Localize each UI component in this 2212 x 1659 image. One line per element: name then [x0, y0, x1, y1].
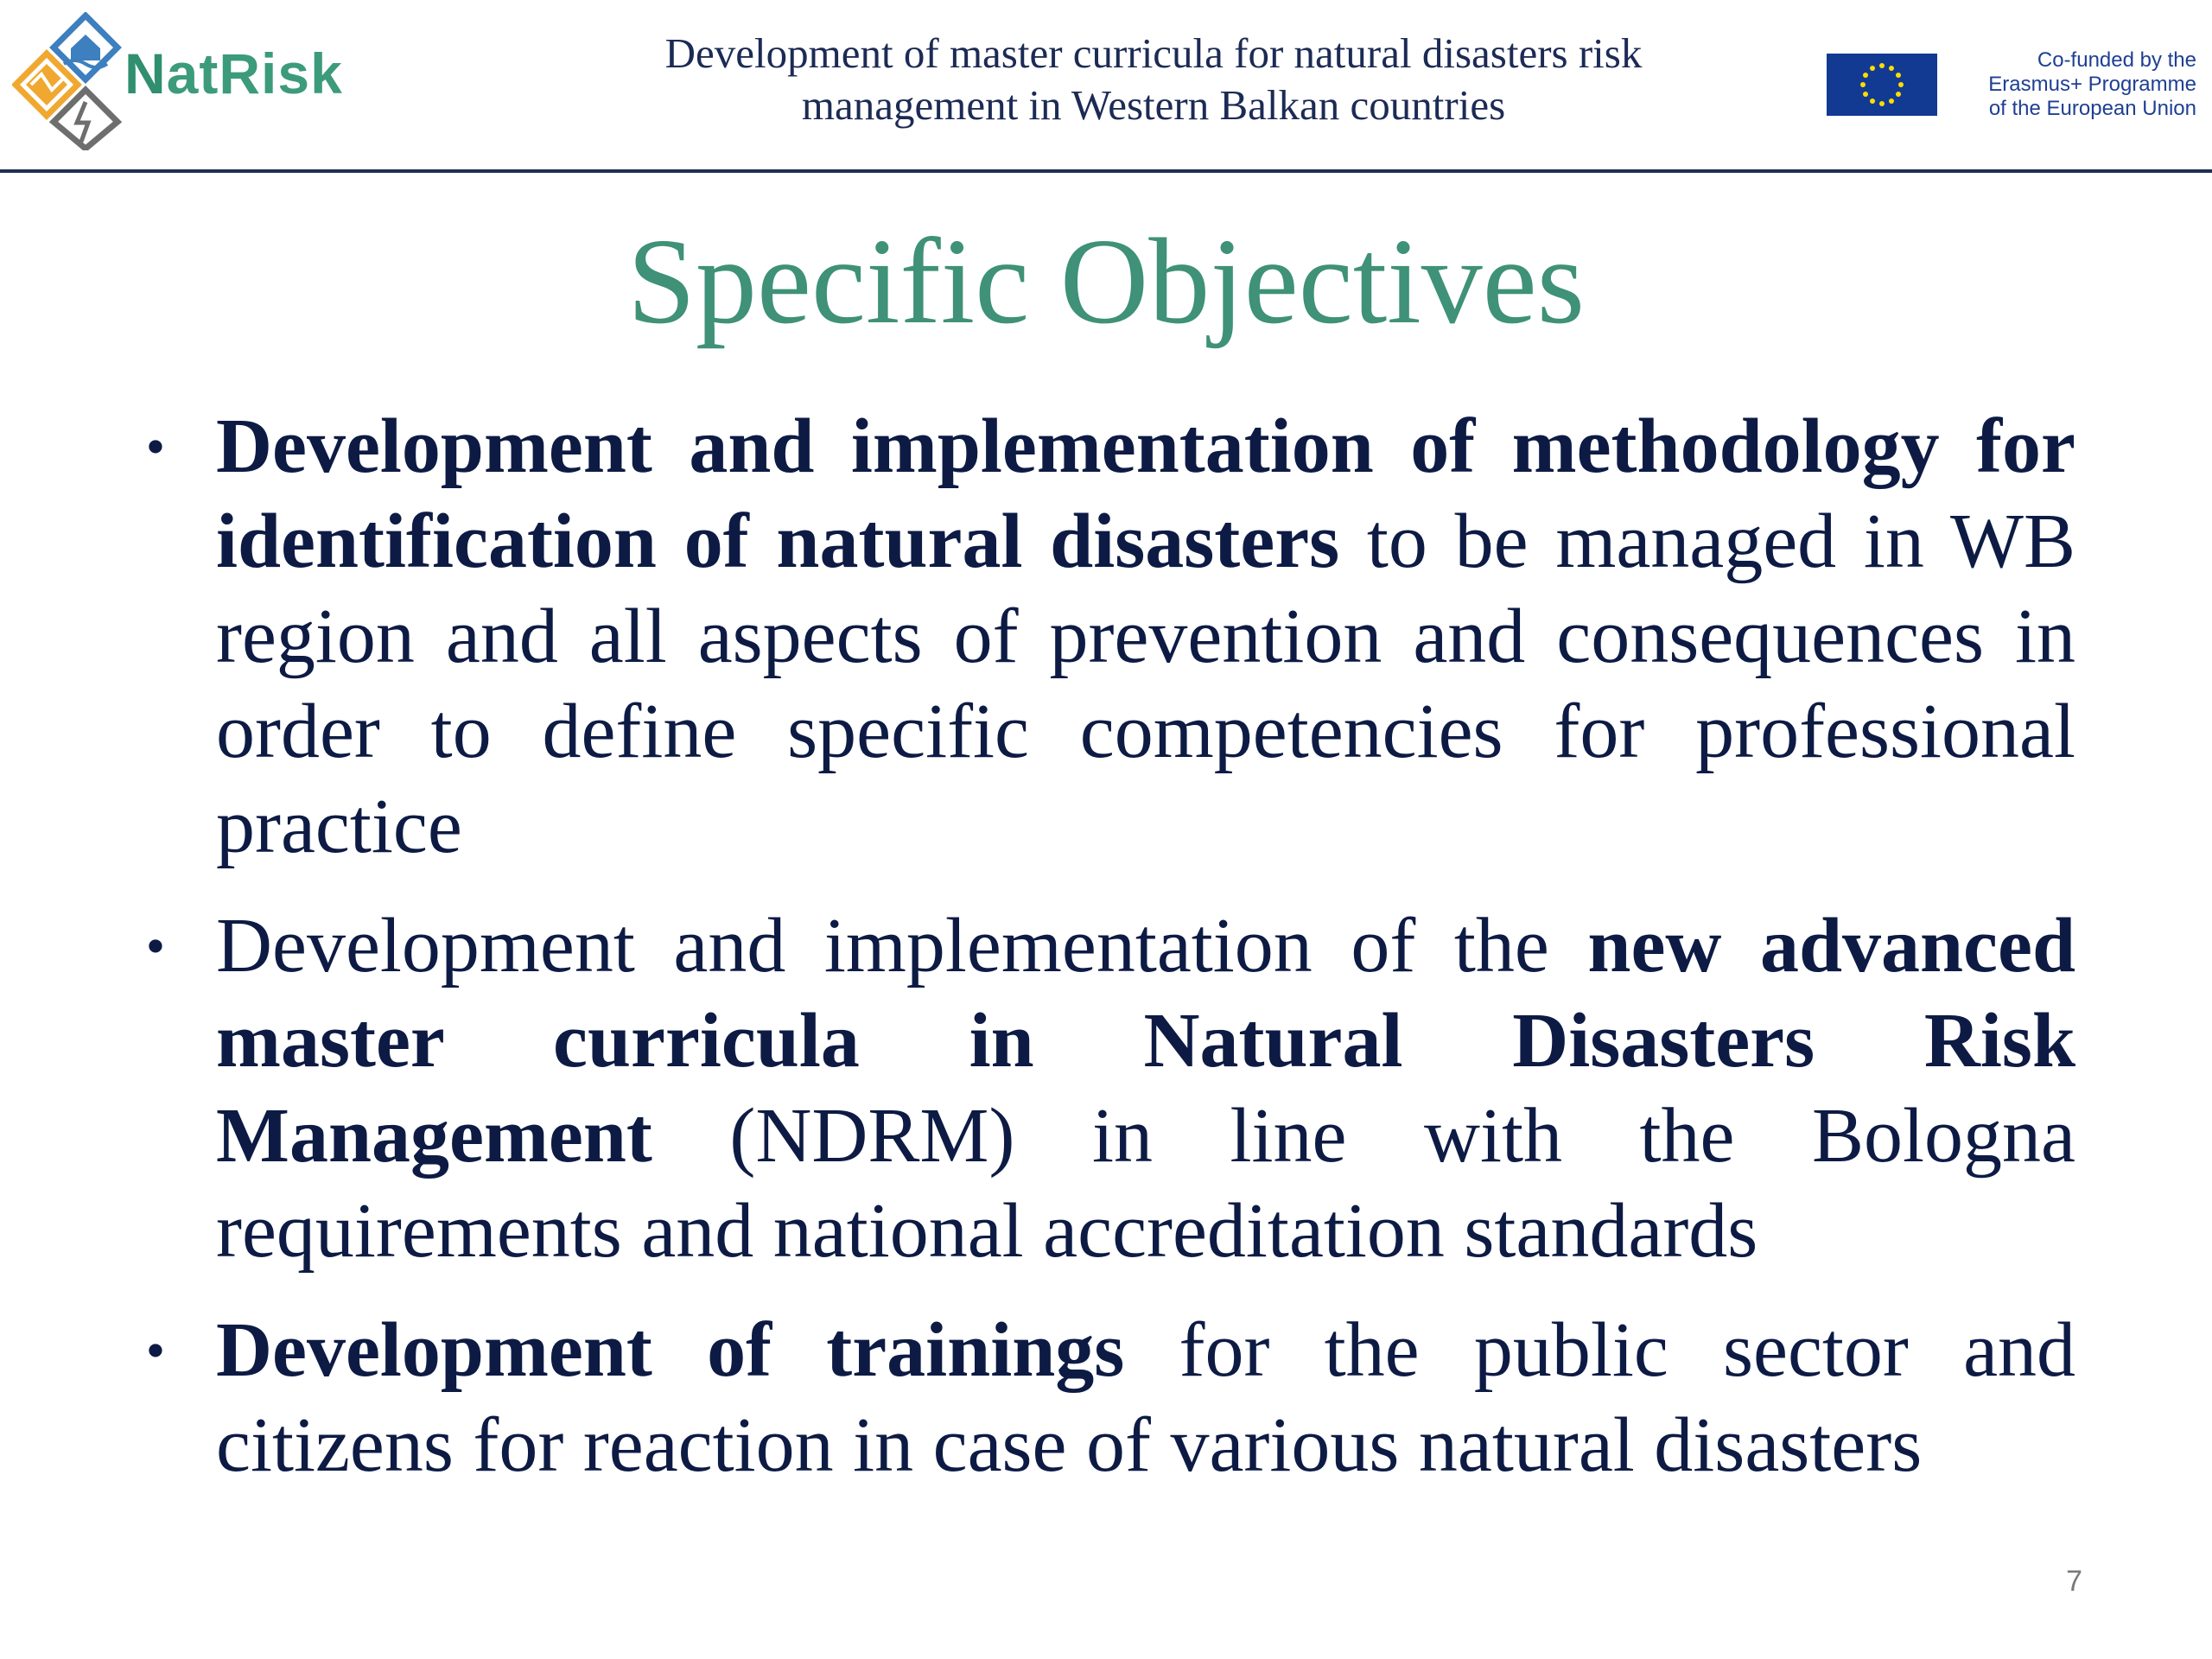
page-number: 7	[2066, 1565, 2082, 1598]
objective-2-text: (NDRM) in line with the Bologna requirements and national accreditation standards	[216, 1093, 2075, 1274]
eu-text-line3: of the European Union	[1988, 97, 2196, 120]
objective-1-text: to be managed in WB region and all aspects of prevention and consequences in order to define specific competencies for professional practice	[216, 499, 2075, 869]
project-title-line2: management in Western Balkan countries	[801, 81, 1506, 129]
objective-3-bold: Development of trainings	[216, 1307, 1125, 1393]
header-divider	[0, 169, 2212, 173]
eu-text-line1: Co-funded by the	[2037, 48, 2196, 72]
slide-title: Specific Objectives	[627, 213, 1585, 349]
objective-3-text: for the public sector and citizens for reaction in case of various natural disasters	[216, 1307, 2076, 1488]
bullet-icon: •	[145, 416, 166, 477]
project-title-line1: Development of master curricula for natural disasters risk	[664, 29, 1643, 77]
objectives-list	[145, 399, 2076, 1517]
objective-1-bold: Development and implementation of methodology for identification of natural disasters	[216, 404, 2075, 584]
objective-2-prefix: Development and implementation of the	[216, 903, 1588, 988]
bullet-icon: •	[145, 915, 166, 976]
natrisk-diamond-logo-icon	[12, 12, 124, 150]
bullet-icon: •	[145, 1319, 166, 1381]
logo-text-rest: atRisk	[166, 41, 343, 105]
eu-text-line2: Erasmus+ Programme	[1988, 73, 2196, 96]
natrisk-wordmark	[124, 41, 343, 105]
eu-flag-icon	[1827, 54, 1937, 116]
natrisk-logo	[12, 12, 349, 150]
objective-2-bold: new advanced master curricula in Natural Disasters Risk Management	[216, 903, 2075, 1179]
project-title	[553, 28, 1754, 131]
objective-item-1	[145, 399, 2075, 874]
logo-letter-n: N	[124, 41, 167, 105]
objective-item-3	[145, 1303, 2076, 1493]
objective-item-2	[145, 899, 2075, 1279]
erasmus-cofunded-text	[1955, 48, 2196, 121]
